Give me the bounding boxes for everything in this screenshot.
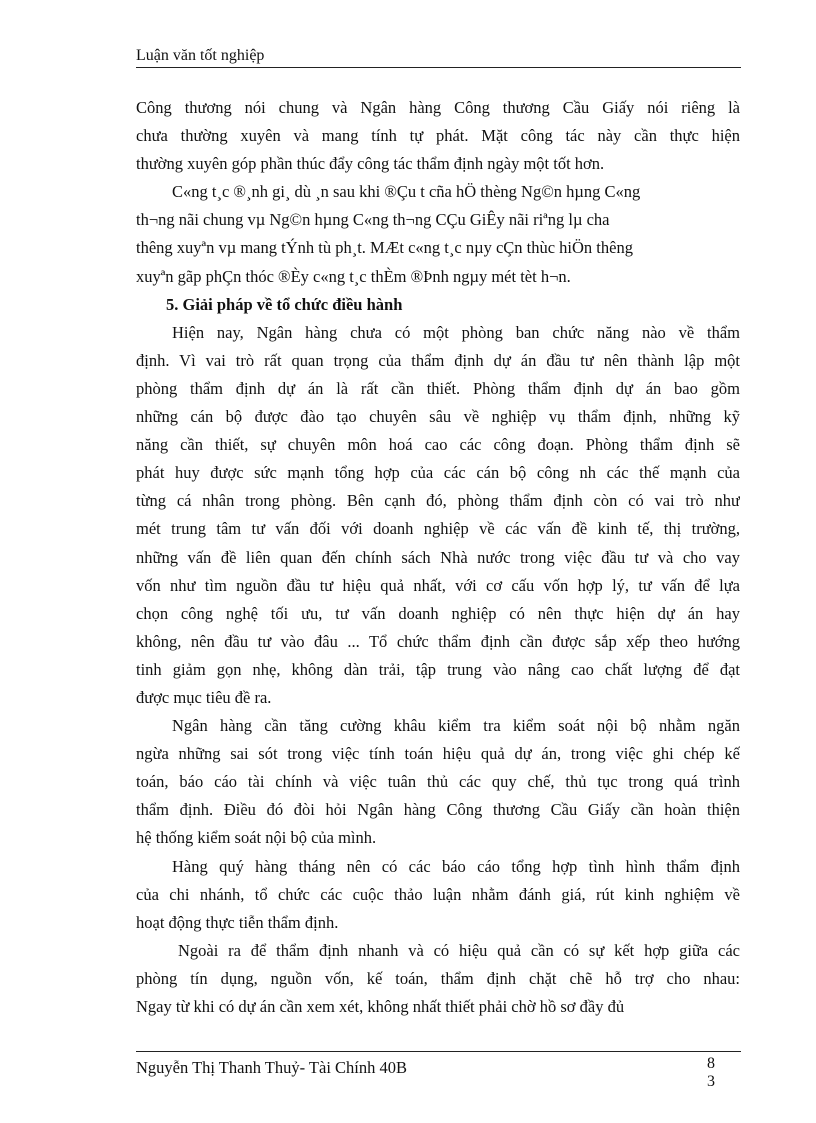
text-line: Công thương nói chung và Ngân hàng Công thương Cầu Giấy nói riêng là	[136, 98, 740, 117]
garbled-text-line: thêng xuyªn vµ mang tÝnh tù ph¸t. MÆt c«ng t¸c nµy cÇn thùc hiÖn thêng	[136, 238, 633, 258]
footer-author: Nguyễn Thị Thanh Thuỷ- Tài Chính 40B	[136, 1058, 408, 1077]
text-line: của chi nhánh, tổ chức các cuộc thảo luận nhằm đánh giá, rút kinh nghiệm về	[136, 884, 740, 904]
garbled-text-line: xuyªn gãp phÇn thóc ®Èy c«ng t¸c thÈm ®Þnh ngµy mét tèt h¬n.	[136, 266, 571, 286]
footer-divider	[136, 1051, 741, 1052]
section-heading: 5. Giải pháp về tổ chức điều hành	[166, 294, 403, 314]
text-line: vốn như tìm nguồn đầu tư hiệu quả nhất, với cơ cấu vốn hợp lý, tư vấn để lựa	[136, 575, 740, 595]
text-line: từng cá nhân trong phòng. Bên cạnh đó, phòng thẩm định còn có vai trò như	[136, 491, 740, 511]
garbled-text-line: C«ng t¸c ®¸nh gi¸ dù ¸n sau khi ®Çu t cña hÖ thèng Ng©n hµng C«ng	[172, 182, 641, 202]
text-line: Hàng quý hàng tháng nên có các báo cáo tổng hợp tình hình thẩm định	[172, 856, 740, 876]
text-line: chọn công nghệ tối ưu, tư vấn doanh nghiệp có nên thực hiện dự án hay	[136, 603, 740, 623]
text-line: Ngân hàng cần tăng cường khâu kiểm tra kiểm soát nội bộ nhằm ngăn	[172, 716, 740, 736]
text-line: Hiện nay, Ngân hàng chưa có một phòng ban chức năng nào về thẩm	[172, 322, 740, 342]
text-line: định. Vì vai trò rất quan trọng của thẩm định dự án đầu tư nên thành lập một	[136, 350, 740, 370]
text-line: hoạt động thực tiễn thẩm định.	[136, 912, 339, 932]
text-line: phòng tín dụng, nguồn vốn, kế toán, thẩm định chặt chẽ hỗ trợ cho nhau:	[136, 968, 740, 988]
text-line: thường xuyên góp phần thúc đẩy công tác thẩm định ngày một tốt hơn.	[136, 154, 605, 174]
text-line: chưa thường xuyên và mang tính tự phát. Mặt công tác này cần thực hiện	[136, 126, 740, 146]
text-line: tinh giảm gọn nhẹ, không dàn trải, tập trung vào nâng cao chất lượng để đạt	[136, 659, 740, 679]
text-line: Ngoài ra để thẩm định nhanh và có hiệu quả cần có sự kết hợp giữa các	[178, 940, 740, 960]
page-number-digit: 3	[707, 1073, 715, 1090]
text-line: toán, báo cáo tài chính và việc tuân thủ các quy chế, thủ tục trong quá trình	[136, 772, 740, 792]
header-divider	[136, 67, 741, 68]
garbled-text-line: th¬ng nãi chung vµ Ng©n hµng C«ng th¬ng CÇu GiÊy nãi riªng lµ cha	[136, 210, 610, 230]
text-line: không, nên đầu tư vào đâu ... Tổ chức thẩm định cần được sắp xếp theo hướng	[136, 631, 740, 651]
text-line: ngừa những sai sót trong việc tính toán hiệu quả dự án, trong việc ghi chép kế	[136, 744, 740, 764]
text-line: những cán bộ được đào tạo chuyên sâu về nghiệp vụ thẩm định, những kỹ	[136, 407, 740, 427]
text-line: mét trung tâm tư vấn đối với doanh nghiệp về các vấn đề kinh tế, thị trường,	[136, 519, 740, 539]
text-line: phòng thẩm định dự án là rất cần thiết. Phòng thẩm định dự án bao gồm	[136, 378, 740, 398]
text-line: Ngay từ khi có dự án cần xem xét, không nhất thiết phải chờ hồ sơ đầy đủ	[136, 997, 625, 1016]
page-number-digit: 8	[707, 1055, 715, 1072]
text-line: được mục tiêu đề ra.	[136, 687, 272, 707]
text-line: những vấn đề liên quan đến chính sách Nhà nước trong việc đầu tư và cho vay	[136, 547, 740, 567]
text-line: thẩm định. Điều đó đòi hỏi Ngân hàng Công thương Cầu Giấy cần hoàn thiện	[136, 800, 740, 820]
text-line: phát huy được sức mạnh tổng hợp của các cán bộ công nh các thế mạnh của	[136, 463, 740, 483]
page-number	[703, 1055, 719, 1091]
text-line: năng cần thiết, sự chuyên môn hoá cao các công đoạn. Phòng thẩm định sẽ	[136, 435, 740, 455]
text-line: hệ thống kiểm soát nội bộ của mình.	[136, 828, 377, 848]
header-title: Luận văn tốt nghiệp	[136, 47, 265, 64]
document-body	[136, 94, 740, 1021]
